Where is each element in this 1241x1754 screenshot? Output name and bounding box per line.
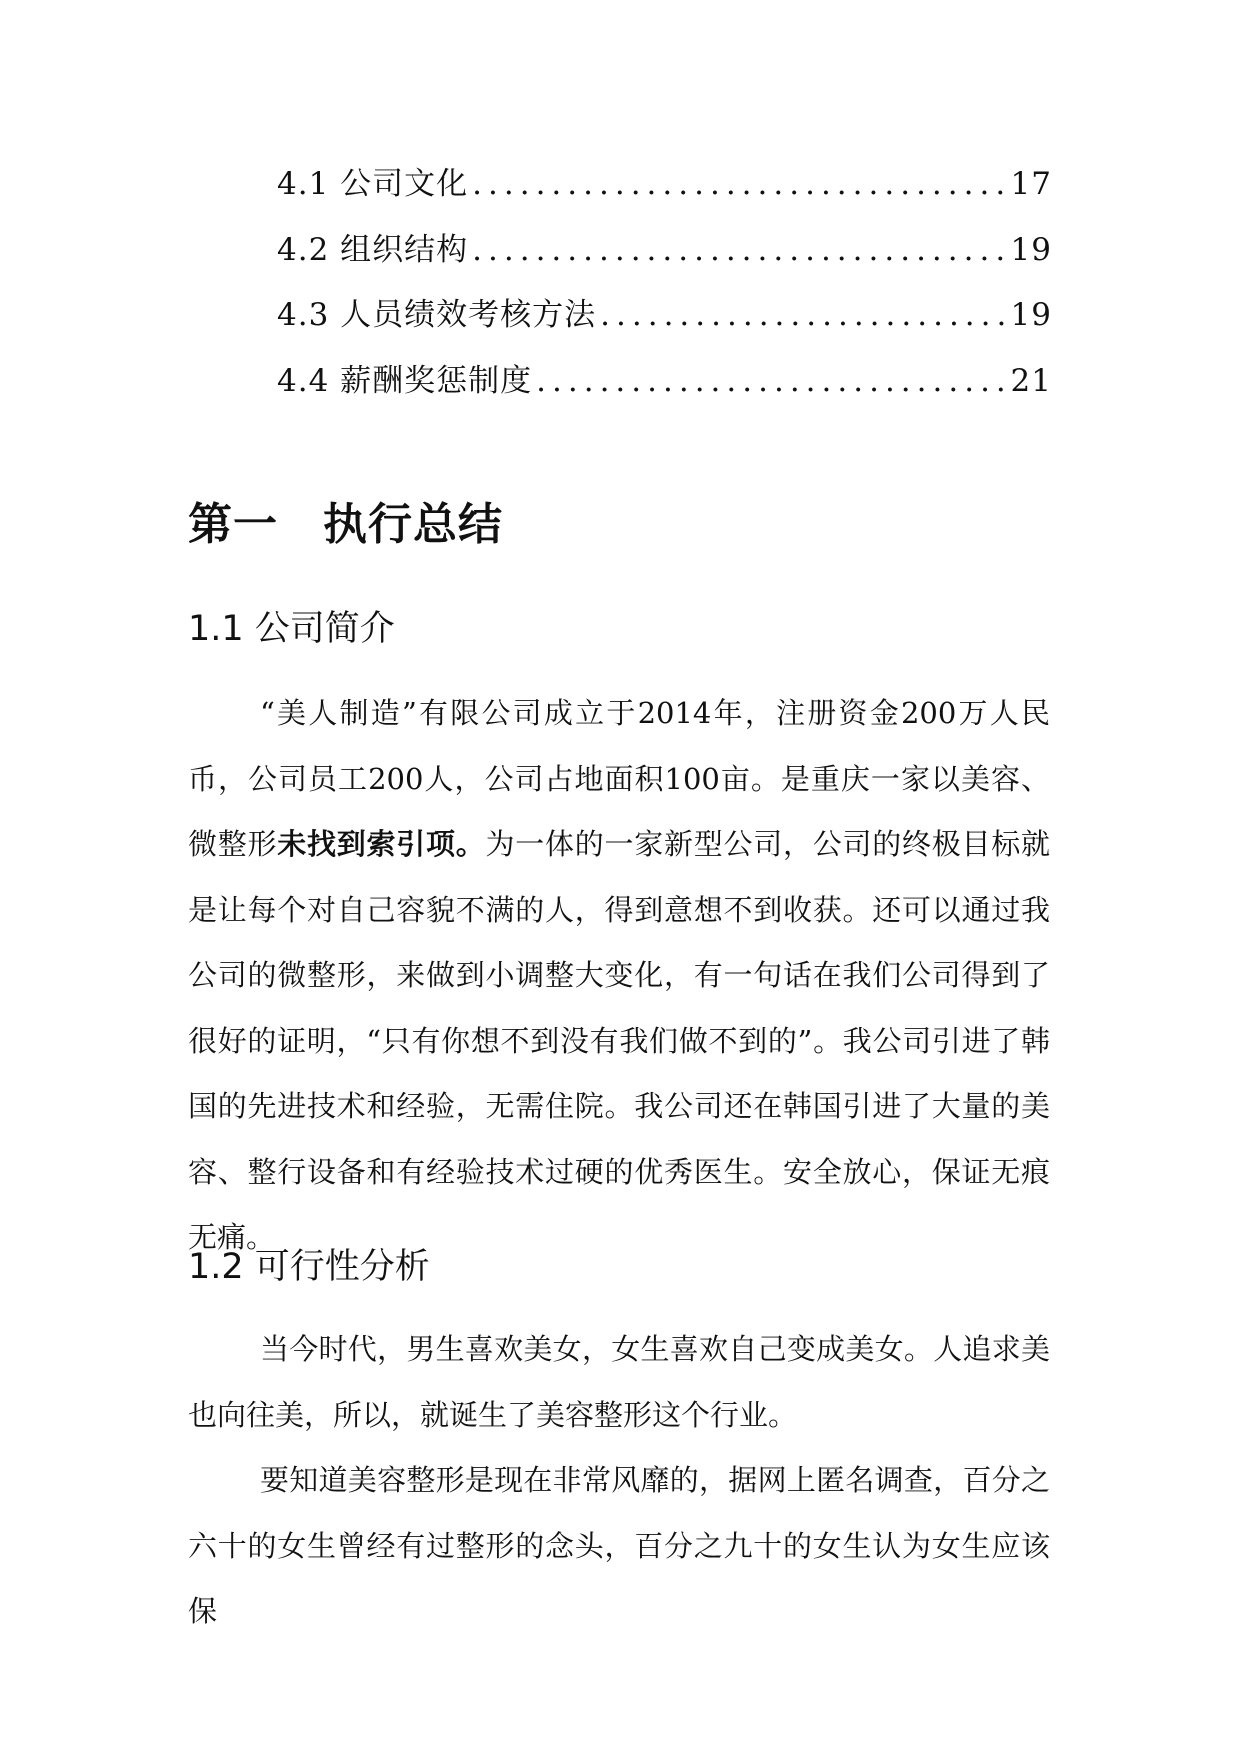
toc-entry-label: 4.1 公司文化 <box>277 166 469 202</box>
toc-page-number: 19 <box>1010 231 1052 268</box>
toc-dot-leader <box>472 166 1006 202</box>
toc-dot-leader <box>536 363 1006 399</box>
index-error-text: 未找到索引项。 <box>277 827 486 861</box>
toc-entry-label: 4.3 人员绩效考核方法 <box>277 297 597 333</box>
paragraph-text: 为一体的一家新型公司，公司的终极目标就是让每个对自己容貌不满的人，得到意想不到收获。还可以通过我公司的微整形，来做到小调整大变化，有一句话在我们公司得到了很好的证明，“只有你想不到没有我们做不到的”。我公司引进了韩国的先进技术和经验，无需住院。我公司还在韩国引进了大量的美容、整行设备和有经验技术过硬的优秀医生。安全放心，保证无痕无痛。 <box>188 827 1050 1254</box>
toc-entry-label: 4.4 薪酬奖惩制度 <box>277 362 533 399</box>
toc-dot-leader <box>472 232 1006 268</box>
toc-entry-label: 4.2 组织结构 <box>277 231 469 268</box>
toc-page-number: 17 <box>1010 166 1052 202</box>
toc-dot-leader <box>600 297 1006 333</box>
toc-entry-4-3[interactable] <box>277 289 1052 355</box>
section-heading-1-2: 1.2 可行性分析 <box>188 1247 430 1287</box>
table-of-contents <box>277 158 1052 420</box>
toc-page-number: 19 <box>1010 297 1052 333</box>
company-intro-paragraph <box>188 681 1050 1271</box>
toc-entry-4-2[interactable] <box>277 224 1052 290</box>
feasibility-paragraph-2: 要知道美容整形是现在非常风靡的，据网上匿名调查，百分之六十的女生曾经有过整形的念头，百分之九十的女生认为女生应该保 <box>188 1463 1050 1628</box>
feasibility-paragraph-1: 当今时代，男生喜欢美女，女生喜欢自己变成美女。人追求美也向往美，所以，就诞生了美容整形这个行业。 <box>188 1332 1050 1432</box>
toc-entry-4-1[interactable] <box>277 158 1052 224</box>
toc-entry-4-4[interactable] <box>277 355 1052 421</box>
toc-page-number: 21 <box>1010 362 1052 399</box>
chapter-title: 第一 执行总结 <box>188 499 503 550</box>
section-heading-1-1: 1.1 公司简介 <box>188 609 395 649</box>
paragraph-text: “美人制造”有限公司成立于2014年，注册资金200万人民币，公司员工200人，公司占地面积100亩。是重庆一家以美容、微整形 <box>188 696 1050 861</box>
